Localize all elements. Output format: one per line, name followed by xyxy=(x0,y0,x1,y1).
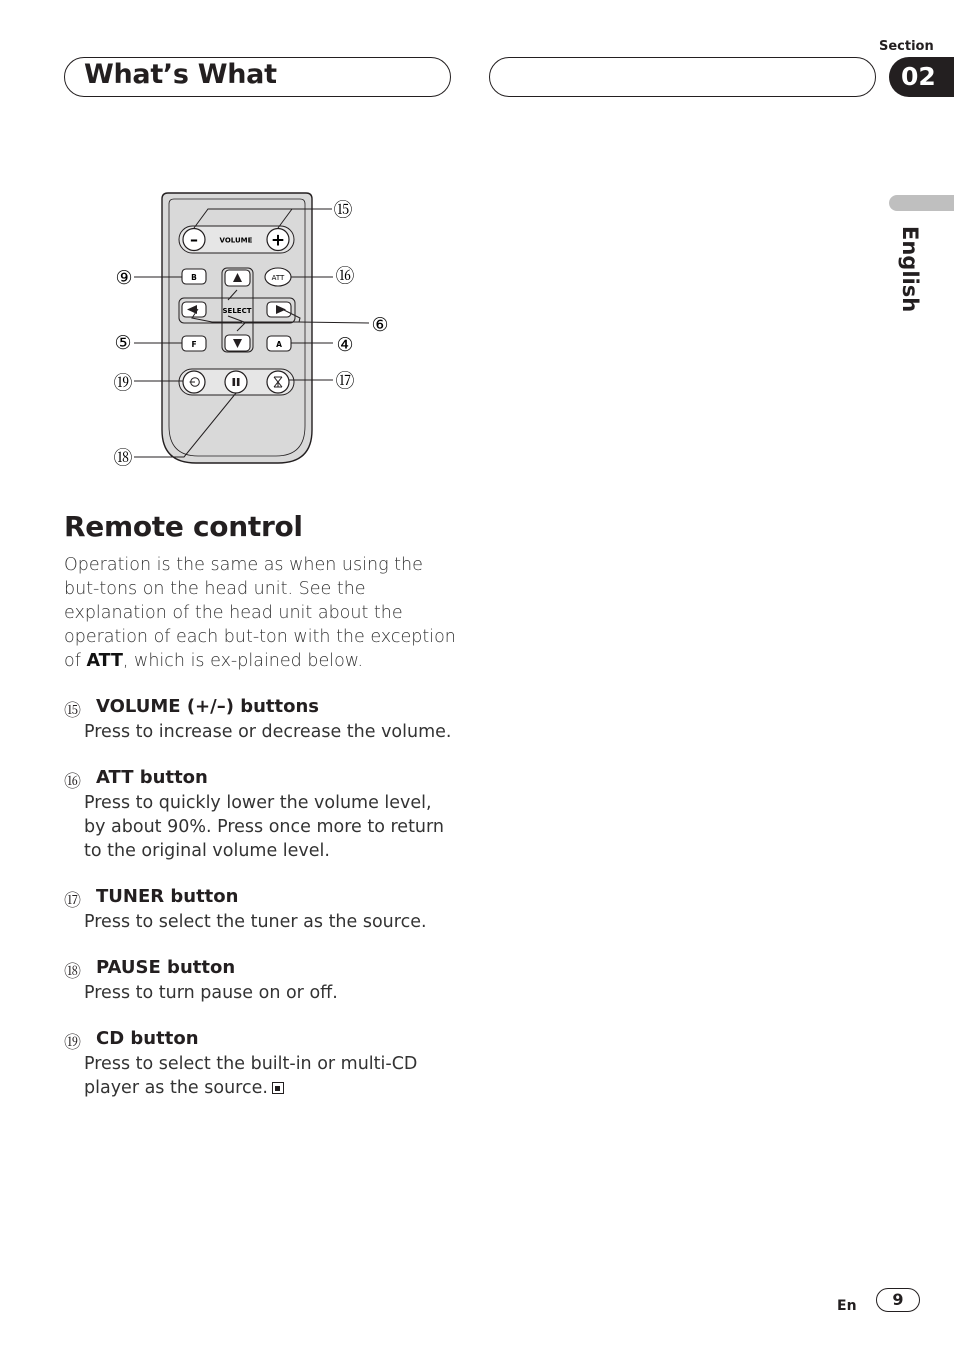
callout-16: ⑯ xyxy=(335,265,355,287)
item-number: ⑮ xyxy=(64,701,81,721)
section-heading: Remote control xyxy=(64,510,303,543)
callout-4: ④ xyxy=(336,334,354,356)
item-description-text: Press to select the built-in or multi-CD player as the source. xyxy=(84,1054,418,1098)
callout-6: ⑥ xyxy=(371,314,389,336)
item-title: CD button xyxy=(96,1028,199,1049)
b-button-label: B xyxy=(191,273,197,282)
pause-button xyxy=(225,371,247,393)
intro-paragraph xyxy=(64,553,456,673)
select-label: SELECT xyxy=(222,307,252,315)
intro-text-start: Operation is the same as when using the but-tons on the head unit. See the explanation of the head unit about the operation of each but-ton with the exception of xyxy=(64,555,456,671)
callout-17: ⑰ xyxy=(335,370,355,392)
page-title: What’s What xyxy=(84,59,277,90)
a-button-label: A xyxy=(276,340,282,349)
item-description: Press to turn pause on or off. xyxy=(84,983,338,1003)
end-mark-icon xyxy=(272,1082,284,1094)
callout-18: ⑱ xyxy=(113,447,133,469)
item-description: Press to quickly lower the volume level, by about 90%. Press once more to return to the original volume level. xyxy=(84,793,445,861)
item-title: ATT button xyxy=(96,767,208,788)
page-number: 9 xyxy=(876,1288,920,1312)
callout-19: ⑲ xyxy=(113,372,133,394)
item-number: ⑱ xyxy=(64,962,81,982)
header-empty-frame xyxy=(489,57,876,97)
f-button-label: F xyxy=(191,340,197,349)
item-title: VOLUME (+/–) buttons xyxy=(96,696,320,717)
callout-5: ⑤ xyxy=(114,332,132,354)
item-title: PAUSE button xyxy=(96,957,236,978)
item-description xyxy=(84,1052,456,1100)
item-number: ⑯ xyxy=(64,772,81,792)
callout-9: ⑨ xyxy=(115,267,133,289)
volume-minus-glyph: – xyxy=(190,230,198,249)
item-number: ⑰ xyxy=(64,891,81,911)
item-description: Press to select the tuner as the source. xyxy=(84,912,427,932)
section-label: Section xyxy=(879,39,934,54)
item-number: ⑲ xyxy=(64,1033,81,1053)
footer-language: En xyxy=(837,1298,857,1314)
callout-15: ⑮ xyxy=(333,199,353,221)
language-tab xyxy=(889,195,954,211)
item-description: Press to increase or decrease the volume. xyxy=(84,722,452,742)
volume-label: VOLUME xyxy=(219,236,253,245)
language-label: English xyxy=(898,226,922,313)
att-button-label: ATT xyxy=(271,274,285,282)
remote-control-illustration xyxy=(0,0,520,480)
intro-att-bold: ATT xyxy=(86,651,123,671)
volume-plus-glyph: + xyxy=(270,230,286,251)
item-title: TUNER button xyxy=(96,886,239,907)
section-number-badge: 02 xyxy=(889,57,954,97)
intro-text-end: , which is ex-plained below. xyxy=(122,651,364,671)
